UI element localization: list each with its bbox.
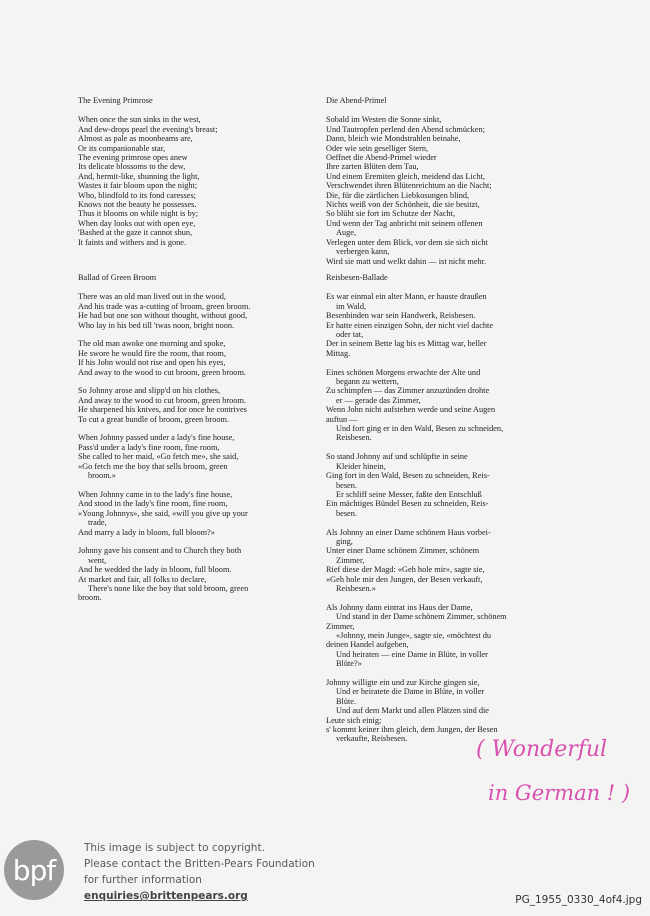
poem-abend-primel-de — [326, 96, 556, 266]
contact-email-link[interactable]: enquiries@brittenpears.org — [84, 890, 248, 902]
poem-line: Wastes it fair bloom upon the night; — [78, 181, 198, 191]
poem-reisbesen-de — [326, 273, 556, 744]
poem-line: oder tat, — [336, 330, 364, 340]
poem-line: Mittag. — [326, 348, 351, 358]
poem-line: Und heiraten — eine Dame in Blüte, in voller — [336, 649, 488, 659]
poem-line: Als Johnny dann eintrat ins Haus der Dame, — [326, 602, 473, 612]
stanza-gap — [78, 537, 308, 546]
stanza-gap — [326, 443, 556, 452]
poem-line: It faints and withers and is gone. — [78, 237, 187, 247]
poem-title: Ballad of Green Broom — [78, 273, 157, 282]
copyright-footer — [0, 838, 650, 916]
file-id: PG_1955_0330_4of4.jpg — [515, 894, 642, 906]
poem-line: Reisbesen.» — [336, 583, 376, 593]
poem-line: went, — [88, 555, 107, 565]
poem-line: «Johnny, mein Junge», sagte sie, «möchtest du — [336, 630, 492, 640]
poem-line: Er schliff seine Messer, faßte den Entschluß — [336, 489, 482, 499]
poem-stanzas — [326, 292, 556, 743]
poem-green-broom-en — [78, 273, 308, 603]
poem-line: Leute sich einig; — [326, 715, 382, 725]
poem-line: Und einem Eremiten gleich, meidend das Licht, — [326, 171, 485, 181]
handwritten-annotation — [468, 722, 648, 812]
poem-line: «Young Johnnys», she said, «will you give up your — [78, 508, 248, 518]
poem-line: Die, für die zärtlichen Liebkosungen blind, — [326, 190, 470, 200]
poem-line: deinen Handel aufgeben, — [326, 640, 409, 650]
poem-line: Wenn John nicht aufstehen werde und seine Augen — [326, 405, 496, 415]
poem-line: Almost as pale as moonbeams are, — [78, 134, 193, 144]
poem-line: There's none like the boy that sold broom, green — [88, 583, 249, 593]
poem-line: So stand Johnny auf und schlüpfte in seine — [326, 452, 468, 462]
poem-line: Sobald im Westen die Sonne sinkt, — [326, 115, 442, 125]
poem-line: Und wenn der Tag anbricht mit seinem offenen — [326, 218, 483, 228]
poem-line: 'Bashed at the gaze it cannot shun, — [78, 228, 193, 238]
poem-line: She called to her maid, «Go fetch me», she said, — [78, 452, 239, 462]
poem-line: Thus it blooms on while night is by; — [78, 209, 199, 219]
poem-line: auftun — — [326, 414, 358, 424]
poem-line: Its delicate blossoms to the dew, — [78, 162, 186, 172]
poem-line: He swore he would fire the room, that room, — [78, 348, 226, 358]
poem-line: trade, — [88, 518, 107, 528]
poem-line: verbergen kann, — [336, 247, 390, 257]
poem-line: Und er heiratete die Dame in Blüte, in voller — [336, 687, 485, 697]
poem-line: Verschwendet ihren Blütenreichtum an die Nacht; — [326, 181, 492, 191]
poem-line: Zimmer, — [326, 621, 355, 631]
stanza-gap — [326, 518, 556, 527]
poem-line: Johnny gave his consent and to Church they both — [78, 546, 242, 556]
poem-line: «Geh hole mir den Jungen, der Besen verkauft, — [326, 574, 483, 584]
poem-stanzas — [78, 292, 308, 602]
poem-line: Der in seinem Bette lag bis es Mittag war, heller — [326, 339, 487, 349]
stanza-gap — [78, 424, 308, 433]
poem-line: There was an old man lived out in the wood, — [78, 292, 226, 302]
poem-line: Pass'd under a lady's fine room, fine room, — [78, 442, 220, 452]
poem-line: And, hermit-like, shunning the light, — [78, 171, 200, 181]
poem-line: besen. — [336, 480, 357, 490]
stanza-gap — [326, 593, 556, 602]
bpf-logo: bpf — [4, 840, 64, 900]
poem-line: Nichts weiß von der Schönheit, die sie besitzt, — [326, 200, 480, 210]
poem-line: Knows not the beauty he possesses. — [78, 200, 197, 210]
poem-line: broom. — [78, 593, 102, 603]
poem-line: Blüte. — [336, 696, 357, 706]
stanza-gap — [78, 330, 308, 339]
poem-line: The old man awoke one morning and spoke, — [78, 339, 226, 349]
poem-line: And marry a lady in bloom, full bloom?» — [78, 527, 215, 537]
poem-line: Reisbesen. — [336, 433, 372, 443]
poem-line: Ein mächtiges Bündel Besen zu schneiden, Reis- — [326, 499, 489, 509]
stanza-gap — [326, 669, 556, 678]
poem-lines — [326, 115, 556, 266]
stanza-gap — [78, 480, 308, 489]
poem-line: Besenbinden war sein Handwerk, Reisbesen. — [326, 311, 476, 321]
poem-line: Ging fort in den Wald, Besen zu schneiden, Reis- — [326, 471, 490, 481]
poem-line: Zu schimpfen — das Zimmer anzuzünden drohte — [326, 386, 490, 396]
poem-line: Kleider hinein, — [336, 461, 386, 471]
poem-line: Und stand in der Dame schönem Zimmer, schönem — [336, 612, 507, 622]
poem-line: verkaufte, Reisbesen. — [336, 734, 408, 744]
annotation-line-1: ( Wonderful — [476, 737, 608, 762]
poem-line: Und auf dem Markt und allen Plätzen sind die — [336, 706, 489, 716]
poem-line: At market and fair, all folks to declare, — [78, 574, 207, 584]
notice-line: This image is subject to copyright. — [84, 842, 265, 854]
poem-line: Verlegen unter dem Blick, vor dem sie sich nicht — [326, 237, 488, 247]
poem-line: Who lay in his bed till 'twas noon, bright noon. — [78, 320, 235, 330]
poem-line: Und fort ging er in den Wald, Besen zu schneiden, — [336, 424, 504, 434]
poem-line: When Johnny came in to the lady's fine house, — [78, 489, 233, 499]
poem-line: Ihre zarten Blüten dem Tau, — [326, 162, 419, 172]
poem-line: Auge, — [336, 228, 357, 238]
poem-evening-primrose-en — [78, 96, 308, 247]
poem-line: Wird sie matt und welkt dahin — ist nicht mehr. — [326, 256, 487, 266]
poem-line: When day looks out with open eye, — [78, 218, 196, 228]
poem-line: Er hatte einen einzigen Sohn, der nicht viel dachte — [326, 320, 494, 330]
notice-line: Please contact the Britten-Pears Foundation — [84, 858, 315, 870]
poem-line: Rief diese der Magd: «Geh hole mir», sagte sie, — [326, 565, 485, 575]
annotation-line-2: in German ! ) — [488, 781, 631, 805]
poem-line: im Wald, — [336, 301, 367, 311]
poem-line: Zimmer, — [336, 555, 365, 565]
poem-line: Who, blindfold to its fond caresses; — [78, 190, 196, 200]
poem-line: Or its companionable star, — [78, 143, 166, 153]
poem-title: The Evening Primrose — [78, 96, 153, 105]
poem-line: «Go fetch me the boy that sells broom, green — [78, 461, 228, 471]
poem-line: Unter einer Dame schönem Zimmer, schönem — [326, 546, 480, 556]
poem-line: besen. — [336, 508, 357, 518]
poem-line: When once the sun sinks in the west, — [78, 115, 201, 125]
poem-line: He sharpened his knives, and for once he contrives — [78, 405, 247, 415]
poem-line: The evening primrose opes anew — [78, 153, 188, 163]
poem-line: And away to the wood to cut broom, green broom. — [78, 367, 246, 377]
poem-line: Eines schönen Morgens erwachte der Alte und — [326, 367, 481, 377]
copyright-notice — [84, 840, 315, 904]
poem-line: Und Tautropfen perlend den Abend schmücken; — [326, 124, 485, 134]
poem-line: And away to the wood to cut broom, green broom. — [78, 395, 246, 405]
poem-line: Oder wie sein geselliger Stern, — [326, 143, 429, 153]
poem-line: Johnny willigte ein und zur Kirche gingen sie, — [326, 677, 480, 687]
poem-line: broom.» — [88, 471, 116, 481]
poem-line: If his John would not rise and open his eyes, — [78, 358, 226, 368]
poem-lines — [78, 115, 308, 247]
stanza-gap — [326, 358, 556, 367]
poem-line: And stood in the lady's fine room, fine room, — [78, 499, 228, 509]
poem-line: s' kommt keiner ihm gleich, dem Jungen, der Besen — [326, 725, 498, 735]
poem-line: And his trade was a-cutting of broom, green broom. — [78, 301, 251, 311]
poem-line: When Johnny passed under a lady's fine house, — [78, 433, 235, 443]
poem-line: Dann, bleich wie Mondstrahlen beinahe, — [326, 134, 461, 144]
poem-title: Die Abend-Primel — [326, 96, 387, 105]
poem-line: To cut a great bundle of broom, green broom. — [78, 414, 230, 424]
poem-line: Oeffnet die Abend-Primel wieder — [326, 153, 437, 163]
notice-line: for further information — [84, 874, 202, 886]
stanza-gap — [78, 377, 308, 386]
poem-line: er — gerade das Zimmer, — [336, 395, 421, 405]
poem-line: So Johnny arose and slipp'd on his clothes, — [78, 386, 221, 396]
poem-line: begann zu wettern, — [336, 377, 399, 387]
poem-line: So blüht sie fort im Schutze der Nacht, — [326, 209, 456, 219]
poem-line: Als Johnny an einer Dame schönem Haus vorbei- — [326, 527, 491, 537]
poem-title: Reisbesen-Ballade — [326, 273, 388, 282]
poem-line: Es war einmal ein alter Mann, er hauste draußen — [326, 292, 487, 302]
poem-line: He had but one son without thought, without good, — [78, 311, 248, 321]
poem-line: And dew-drops pearl the evening's breast; — [78, 124, 218, 134]
poem-line: Blüte?» — [336, 659, 362, 669]
poem-line: ging, — [336, 536, 353, 546]
poem-line: And he wedded the lady in bloom, full bloom. — [78, 565, 232, 575]
